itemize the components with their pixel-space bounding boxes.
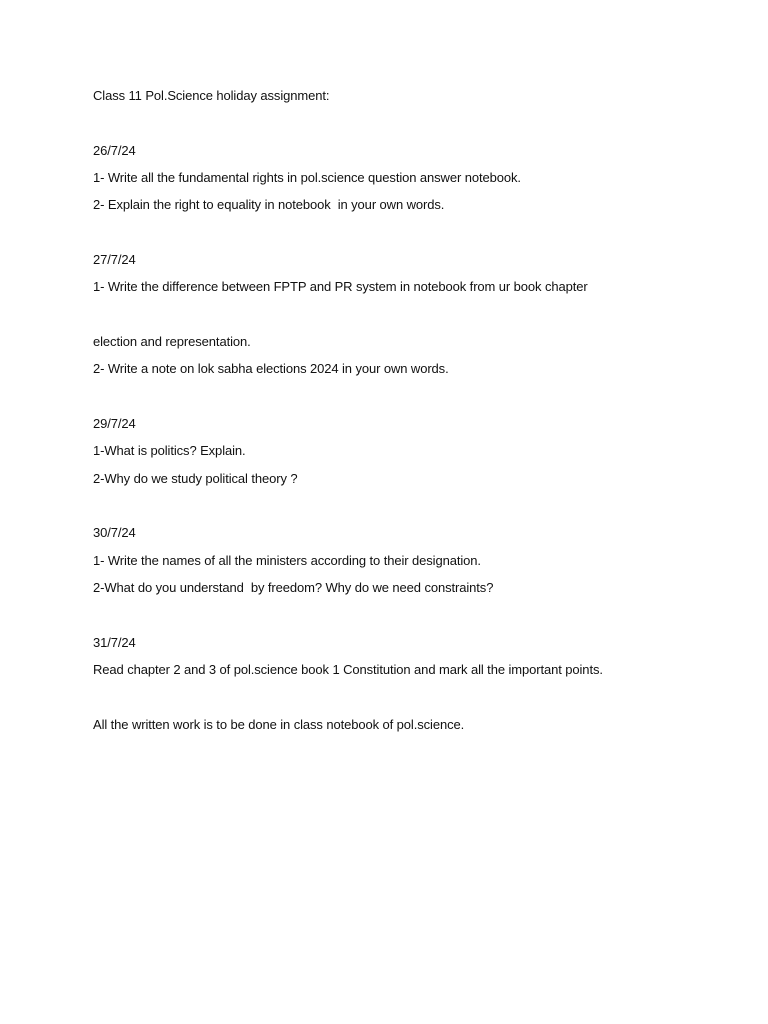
- entry-date: 27/7/24: [93, 252, 136, 267]
- assignment-line: election and representation.: [93, 334, 251, 349]
- assignment-line: 1- Write the difference between FPTP and PR system in notebook from ur book chapter: [93, 279, 588, 294]
- entry-date: 30/7/24: [93, 525, 136, 540]
- assignment-line: 2-Why do we study political theory ?: [93, 471, 298, 486]
- assignment-line: 2- Write a note on lok sabha elections 2024 in your own words.: [93, 361, 449, 376]
- entry-date: 29/7/24: [93, 416, 136, 431]
- assignment-line: 2-What do you understand by freedom? Why do we need constraints?: [93, 580, 494, 595]
- footer-note: All the written work is to be done in class notebook of pol.science.: [93, 717, 465, 732]
- document-title: Class 11 Pol.Science holiday assignment:: [93, 88, 330, 103]
- entry-date: 26/7/24: [93, 143, 136, 158]
- assignment-line: 2- Explain the right to equality in notebook in your own words.: [93, 197, 445, 212]
- assignment-line: 1- Write the names of all the ministers according to their designation.: [93, 553, 481, 568]
- entry-date: 31/7/24: [93, 635, 136, 650]
- assignment-line: 1-What is politics? Explain.: [93, 443, 246, 458]
- assignment-line: 1- Write all the fundamental rights in pol.science question answer notebook.: [93, 170, 521, 185]
- assignment-line: Read chapter 2 and 3 of pol.science book 1 Constitution and mark all the important points.: [93, 662, 603, 677]
